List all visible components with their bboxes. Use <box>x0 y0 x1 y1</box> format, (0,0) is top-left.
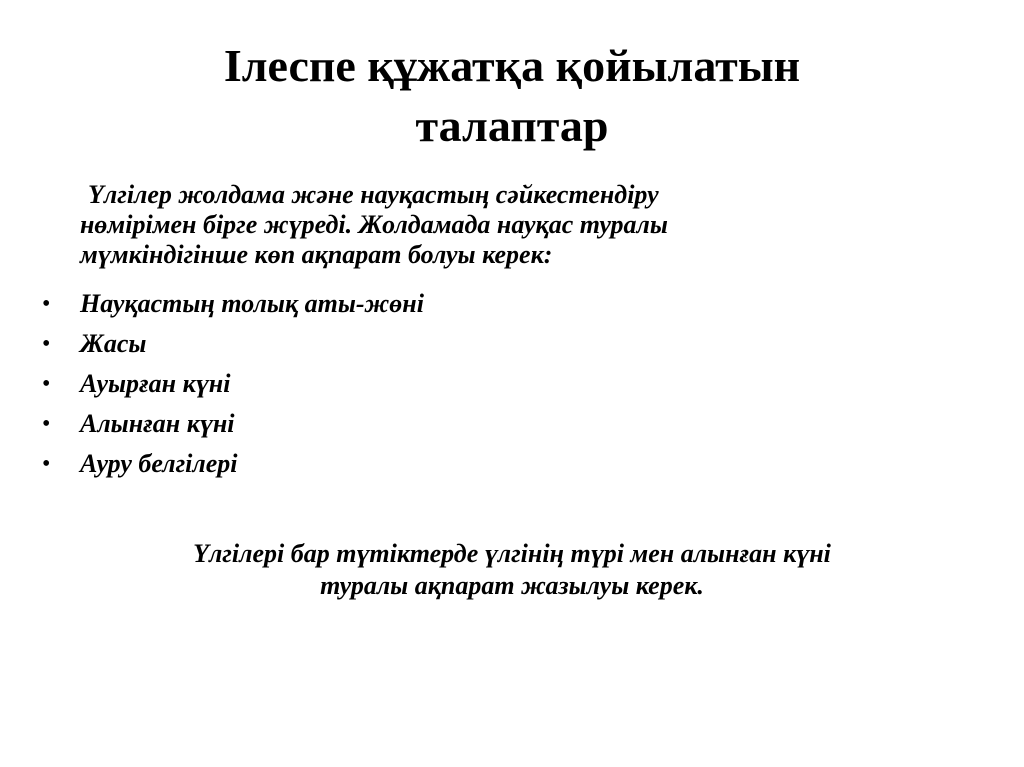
list-item-text: Жасы <box>80 329 147 358</box>
bullet-icon: • <box>42 331 51 357</box>
title-line-1: Ілеспе құжатқа қойылатын <box>223 40 801 91</box>
note-line-2: туралы ақпарат жазылуы керек. <box>320 571 704 600</box>
list-item <box>40 327 920 367</box>
list-item-text: Науқастың толық аты-жөні <box>80 289 424 318</box>
list-item <box>40 447 920 487</box>
slide-title <box>60 36 964 156</box>
requirements-list <box>40 287 920 487</box>
list-item-text: Ауырған күні <box>80 369 231 398</box>
note-line-1: Үлгілері бар түтіктерде үлгінің түрі мен алынған күні <box>193 539 831 568</box>
title-line-2: талаптар <box>415 100 609 151</box>
list-item-text: Ауру белгілері <box>80 449 238 478</box>
intro-line-3: мүмкіндігінше көп ақпарат болуы керек: <box>80 240 553 269</box>
bullet-icon: • <box>42 371 51 397</box>
intro-line-1: Үлгілер жолдама және науқастың сәйкестендіру <box>88 180 659 209</box>
closing-note <box>40 538 984 602</box>
intro-line-2: нөмірімен бірге жүреді. Жолдамада науқас туралы <box>80 210 668 239</box>
list-item-text: Алынған күні <box>80 409 235 438</box>
bullet-icon: • <box>42 451 51 477</box>
bullet-icon: • <box>42 411 51 437</box>
list-item <box>40 407 920 447</box>
bullet-icon: • <box>42 291 51 317</box>
intro-paragraph <box>80 180 960 270</box>
list-item <box>40 367 920 407</box>
list-item <box>40 287 920 327</box>
